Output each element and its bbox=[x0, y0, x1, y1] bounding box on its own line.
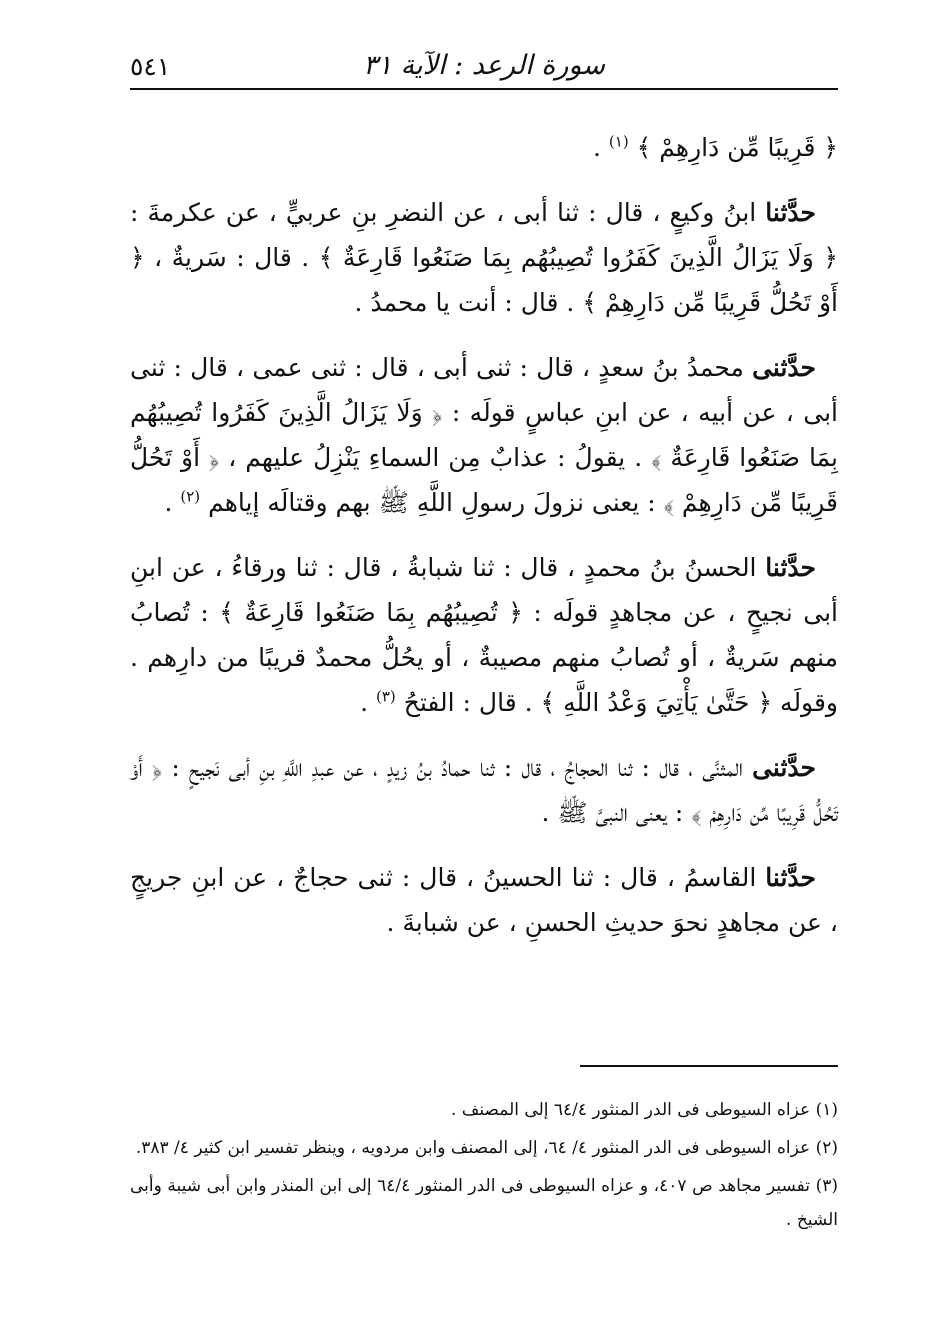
footnote: (١) عزاه السيوطى فى الدر المنثور ٦٤/٤ إلى المصنف . bbox=[451, 1100, 838, 1120]
paragraph bbox=[130, 855, 838, 945]
paragraph-lead: حدَّثنى bbox=[752, 353, 816, 382]
running-header bbox=[130, 48, 838, 90]
footnote: (٣) تفسير مجاهد ص ٤٠٧، و عزاه السيوطى فى الدر المنثور ٦٤/٤ إلى ابن المنذر وابن أبى شيبة وأبى الشيخ . bbox=[130, 1176, 838, 1230]
footnote: (٢) عزاه السيوطى فى الدر المنثور ٤/ ٦٤، إلى المصنف وابن مردويه ، وينظر تفسير ابن كثير ٤/ ٣٨٣. bbox=[135, 1138, 838, 1158]
footnotes bbox=[130, 1065, 838, 1241]
paragraph-tail: . bbox=[593, 133, 609, 162]
main-text bbox=[130, 125, 838, 965]
paragraph bbox=[130, 545, 838, 725]
paragraph-tail: . bbox=[360, 688, 376, 717]
paragraph bbox=[130, 190, 838, 325]
paragraph-text: ابنُ وكيعٍ ، قال : ثنا أبى ، عن النضرِ بنِ عربيٍّ ، عن عكرمةَ : ﴿ وَلَا يَزَالُ الَّذِينَ كَفَرُوا تُصِيبُهُم بِمَا صَنَعُوا قَارِعَةٌ ﴾ . قال : سَريةٌ ، ﴿ أَوْ تَحُلُّ قَرِيبًا مِّن دَارِهِمْ ﴾ . قال : أنت يا محمدُ . bbox=[130, 198, 838, 317]
footnote-divider bbox=[580, 1065, 838, 1067]
surah-title: سورة الرعد : الآية ٣١ bbox=[363, 50, 605, 81]
footnote-ref: (١) bbox=[608, 132, 629, 151]
paragraph-lead: حدَّثنا bbox=[765, 198, 816, 227]
footnote-ref: (٢) bbox=[180, 487, 201, 506]
paragraph-text: محمدُ بنُ سعدٍ ، قال : ثنى أبى ، قال : ثنى عمى ، قال : ثنى أبى ، عن أبيه ، عن ابنِ عباسٍ قولَه : ﴿ وَلَا يَزَالُ الَّذِينَ كَفَرُوا تُصِيبُهُم بِمَا صَنَعُوا قَارِعَةٌ ﴾ . يقولُ : عذابٌ مِن السماءِ يَنْزِلُ عليهم ، ﴿ أَوْ تَحُلُّ قَرِيبًا مِّن دَارِهِمْ ﴾ : يعنى نزولَ رسولِ اللَّهِ ﷺ بهم وقتالَه إياهم bbox=[130, 353, 838, 517]
paragraph bbox=[130, 745, 838, 835]
paragraph bbox=[130, 345, 838, 525]
footnote-ref: (٣) bbox=[375, 687, 396, 706]
page-number: ٥٤١ bbox=[130, 52, 171, 81]
paragraph-lead: حدَّثنى bbox=[752, 753, 816, 782]
paragraph-text: ﴿ قَرِيبًا مِّن دَارِهِمْ ﴾ bbox=[636, 133, 838, 162]
paragraph-text: الحسنُ بنُ محمدٍ ، قال : ثنا شبابةُ ، قال : ثنا ورقاءُ ، عن ابنِ أبى نجيحٍ ، عن مجاهدٍ قولَه : ﴿ تُصِيبُهُم بِمَا صَنَعُوا قَارِعَةٌ ﴾ : تُصابُ منهم سَريةٌ ، أو تُصابُ منهم مصيبةٌ ، أو يحُلُّ محمدٌ قريبًا من دارِهم . وقولَه ﴿ حَتَّىٰ يَأْتِيَ وَعْدُ اللَّهِ ﴾ . قال : الفتحُ bbox=[130, 553, 838, 717]
paragraph bbox=[130, 125, 838, 170]
paragraph-tail: . bbox=[164, 488, 181, 517]
paragraph-lead: حدَّثنا bbox=[765, 553, 816, 582]
paragraph-text: المثنَّى ، قال : ثنا الحجاجُ ، قال : ثنا حمادُ بنُ زيدٍ ، عن عبدِ اللَّهِ بنِ أبى نَجيحٍ : ﴿ أَوْ تَحُلُّ قَرِيبًا مِّن دَارِهِمْ ﴾ : يعنى النبىَّ ﷺ . bbox=[130, 753, 838, 827]
paragraph-lead: حدَّثنا bbox=[765, 863, 816, 892]
paragraph-text: القاسمُ ، قال : ثنا الحسينُ ، قال : ثنى حجاجٌ ، عن ابنِ جريجٍ ، عن مجاهدٍ نحوَ حديثِ الحسنِ ، عن شبابةَ . bbox=[130, 863, 838, 937]
